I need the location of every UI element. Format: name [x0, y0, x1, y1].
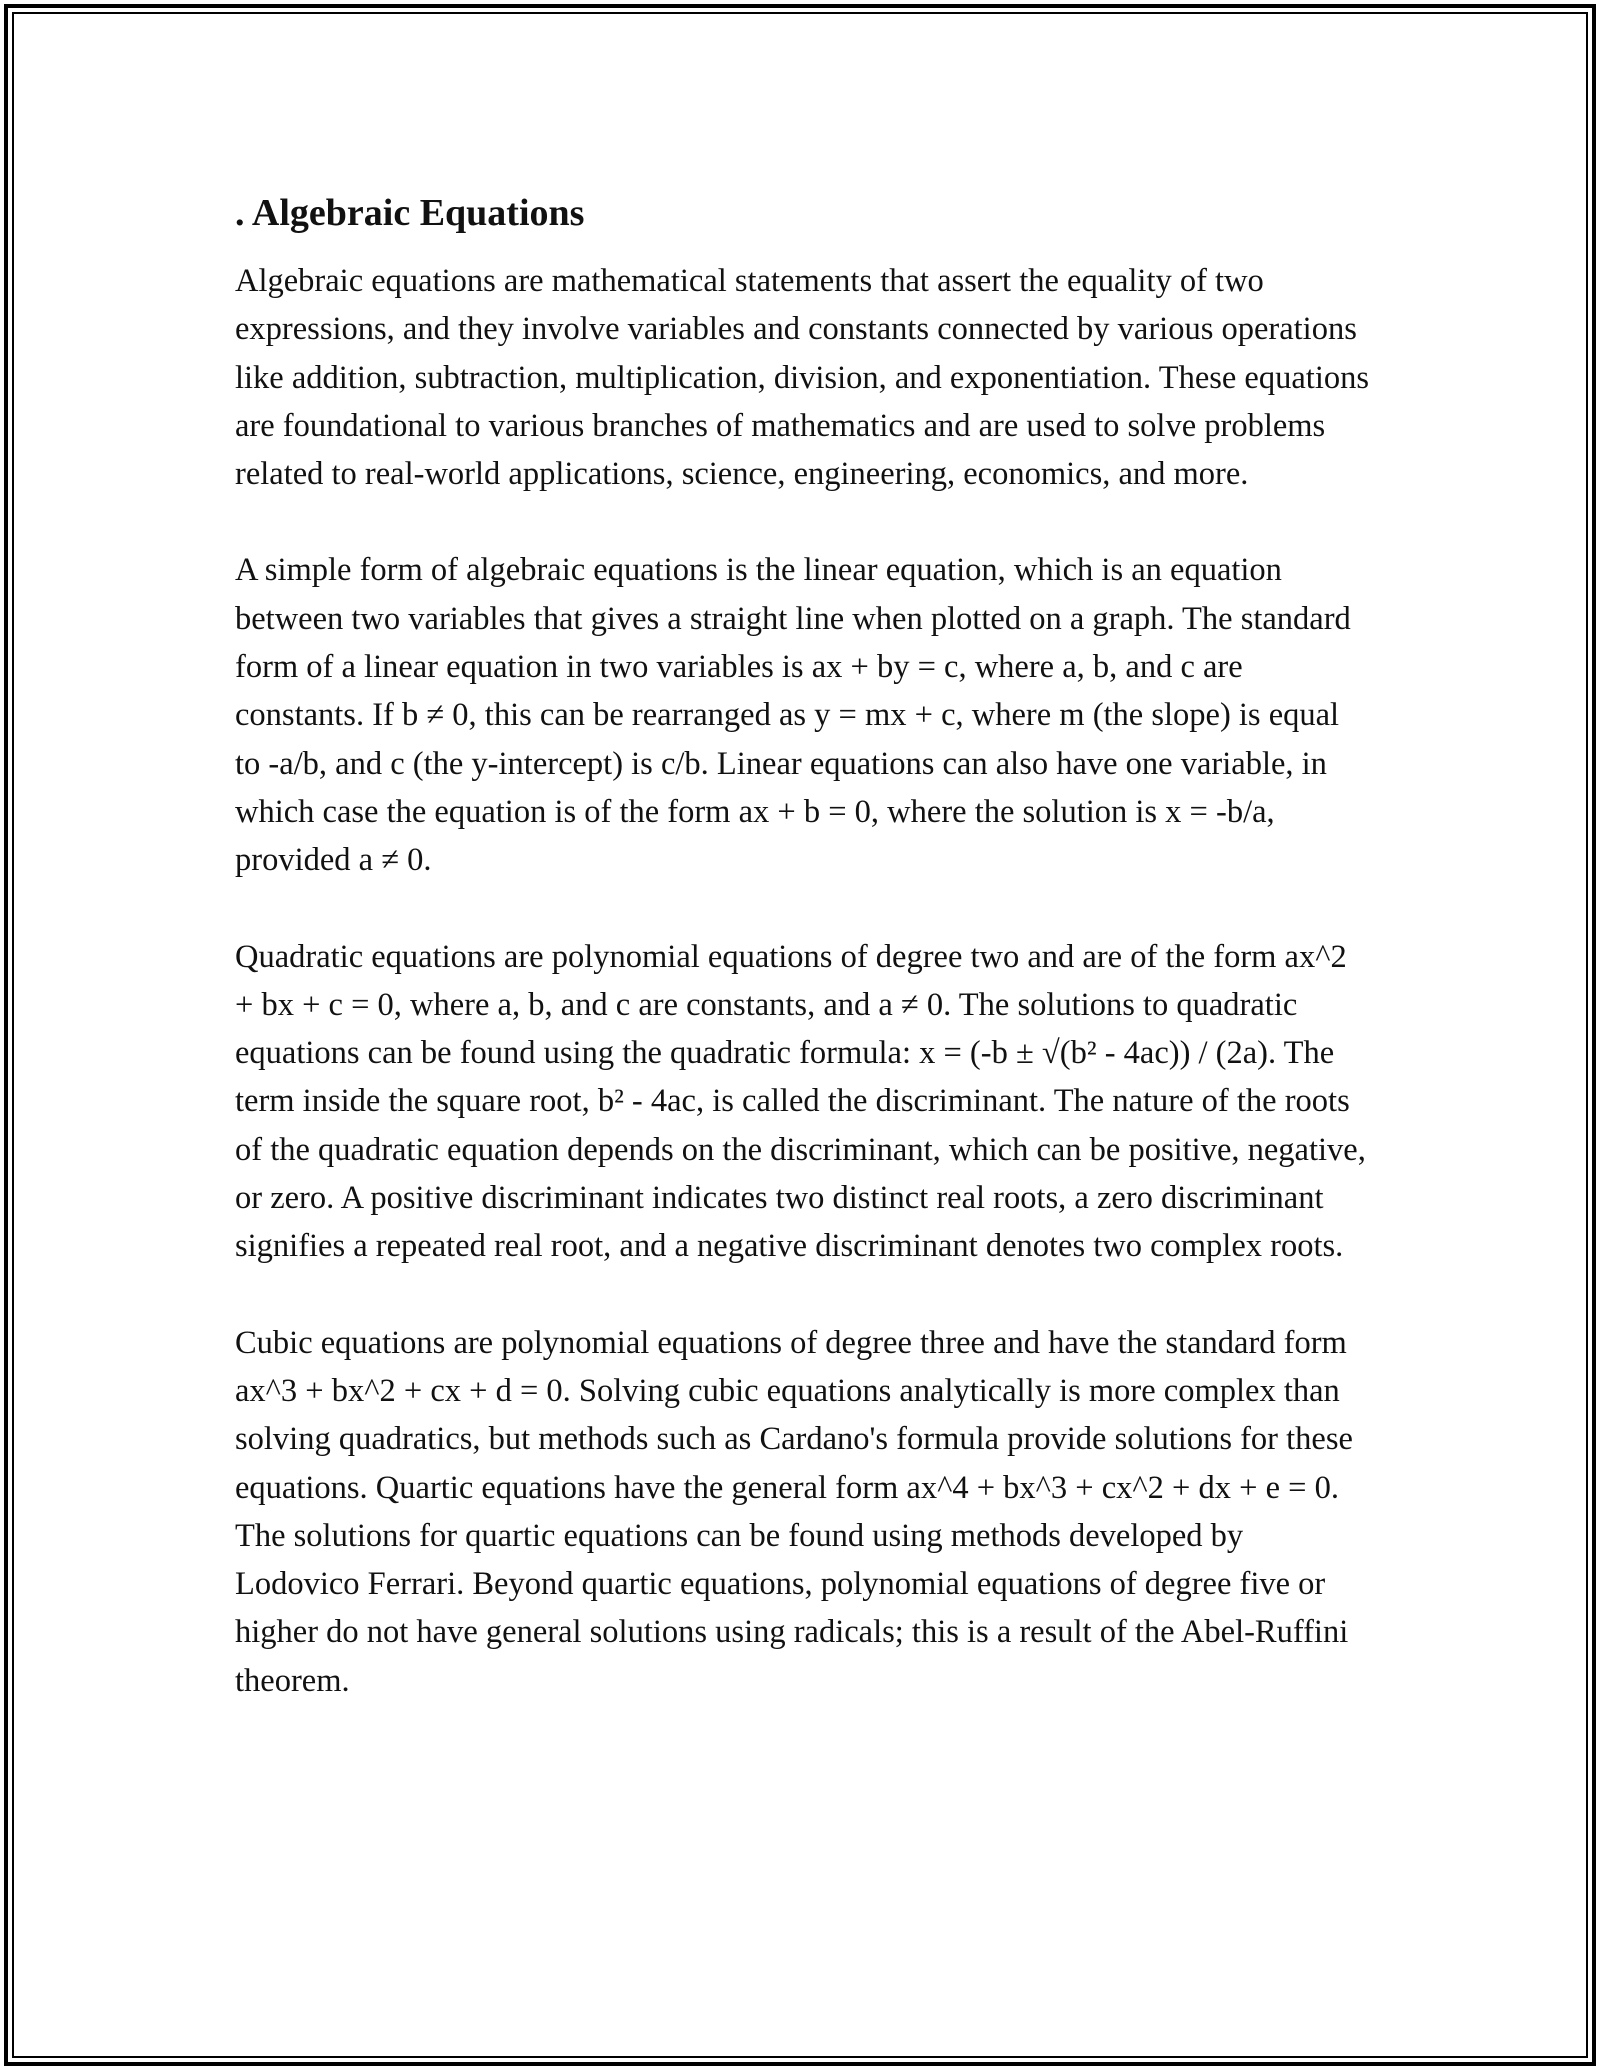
paragraph-linear-equations: A simple form of algebraic equations is the linear equation, which is an equation between two variables that gives a straight line when plotted on a graph. The standard form of a linear equation in two variables is ax + by = c, where a, b, and c are constants. If b ≠ 0, this can be rearranged as y = mx + c, where m (the slope) is equal to -a/b, and c (the y-intercept) is c/b. Linear equations can also have one variable, in which case the equation is of the form ax + b = 0, where the solution is x = -b/a, provided a ≠ 0.: [235, 552, 1351, 879]
document-body: [235, 185, 1370, 1753]
paragraph-cubic-quartic-equations: Cubic equations are polynomial equations of degree three and have the standard form ax^3 + bx^2 + cx + d = 0. Solving cubic equations analytically is more complex than solving quadratics, but methods such as Cardano's formula provide solutions for these equations. Quartic equations have the general form ax^4 + bx^3 + cx^2 + dx + e = 0. The solutions for quartic equations can be found using methods developed by Lodovico Ferrari. Beyond quartic equations, polynomial equations of degree five or higher do not have general solutions using radicals; this is a result of the Abel-Ruffini theorem.: [235, 1324, 1353, 1699]
section-heading: . Algebraic Equations: [235, 192, 585, 234]
paragraph-quadratic-equations: Quadratic equations are polynomial equations of degree two and are of the form ax^2 + bx + c = 0, where a, b, and c are constants, and a ≠ 0. The solutions to quadratic equations can be found using the quadratic formula: x = (-b ± √(b² - 4ac)) / (2a). The term inside the square root, b² - 4ac, is called the discriminant. The nature of the roots of the quadratic equation depends on the discriminant, which can be positive, negative, or zero. A positive discriminant indicates two distinct real roots, a zero discriminant signifies a repeated real root, and a negative discriminant denotes two complex roots.: [235, 938, 1366, 1265]
paragraph-intro: Algebraic equations are mathematical statements that assert the equality of two expressions, and they involve variables and constants connected by various operations like addition, subtraction, multiplication, division, and exponentiation. These equations are foundational to various branches of mathematics and are used to solve problems related to real-world applications, science, engineering, economics, and more.: [235, 263, 1369, 493]
